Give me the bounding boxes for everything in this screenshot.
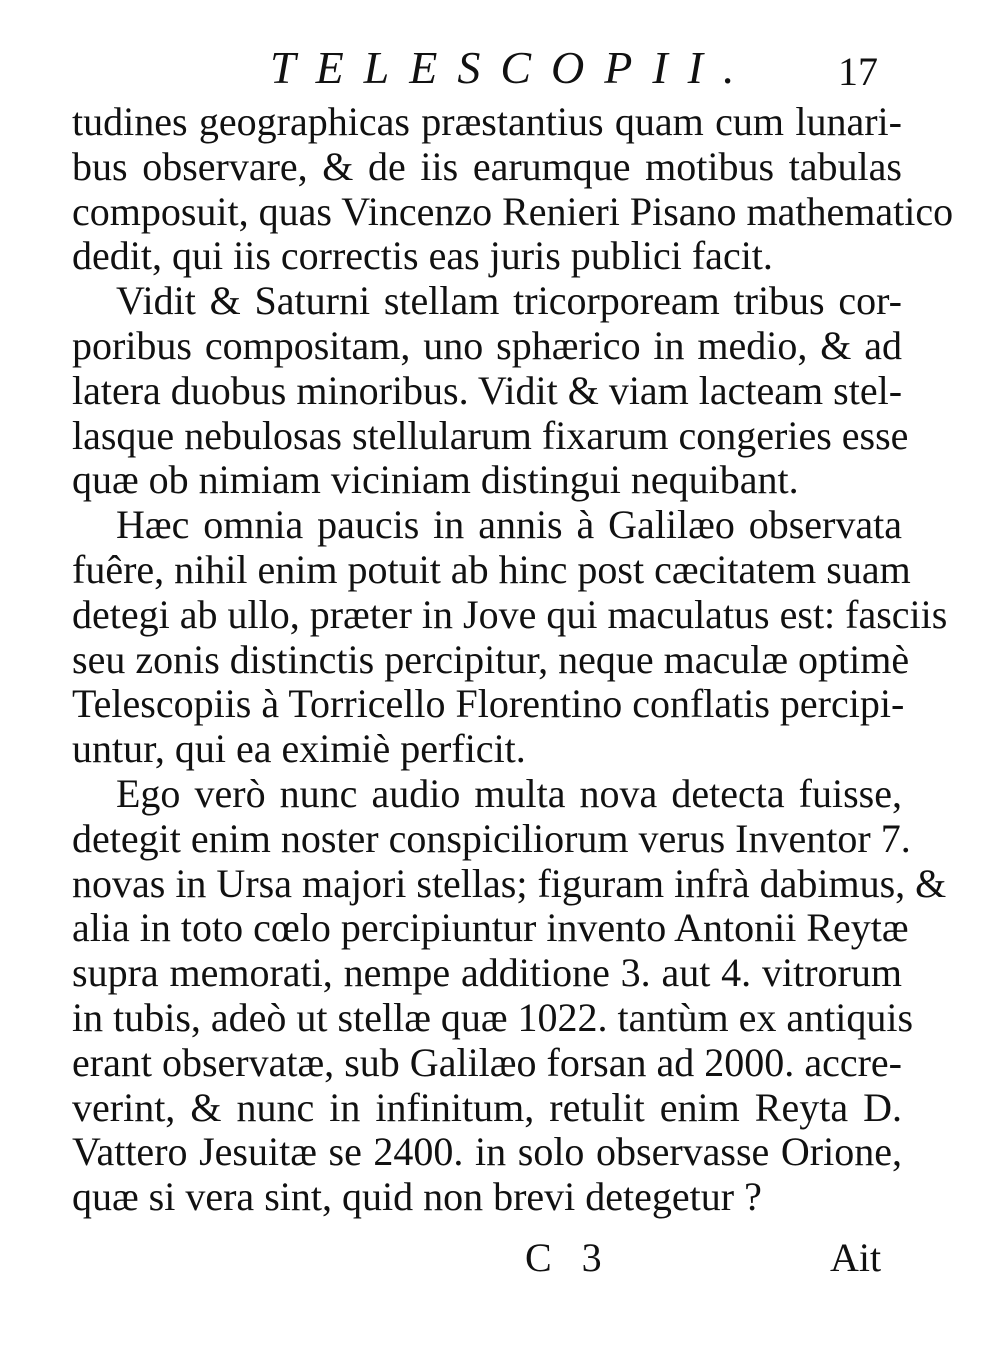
body-text [72, 99, 954, 1220]
text-line: in tubis, adeò ut stellæ quæ 1022. tantùm ex antiquis [72, 994, 914, 1040]
text-line: Ego verò nunc audio multa nova detecta fuisse, [116, 770, 902, 816]
text-line: quæ si vera sint, quid non brevi detegetur ? [72, 1174, 762, 1220]
text-line: seu zonis distinctis percipitur, neque maculæ optimè [72, 636, 910, 682]
page-header [0, 38, 1000, 98]
text-line: supra memorati, nempe additione 3. aut 4. vitrorum [72, 950, 902, 996]
text-line: alia in toto cœlo percipiuntur invento Antonii Reytæ [72, 905, 909, 951]
text-line: quæ ob nimiam viciniam distingui nequibant. [72, 457, 799, 503]
text-line: latera duobus minoribus. Vidit & viam lacteam stel- [72, 367, 903, 413]
text-line: detegit enim noster conspiciliorum verus Inventor 7. [72, 815, 911, 861]
text-line: dedit, qui iis correctis eas juris publici facit. [72, 233, 773, 279]
text-line: Vidit & Saturni stellam tricorpoream tribus cor- [116, 278, 902, 324]
text-line: bus observare, & de iis earumque motibus tabulas [72, 143, 902, 189]
text-line: composuit, quas Vincenzo Renieri Pisano mathematico [72, 188, 954, 234]
text-line: lasque nebulosas stellularum fixarum congeries esse [72, 412, 909, 458]
text-line: erant observatæ, sub Galilæo forsan ad 2000. accre- [72, 1039, 902, 1085]
text-line: detegi ab ullo, præter in Jove qui maculatus est: fasciis [72, 591, 948, 637]
text-line: Telescopiis à Torricello Florentino conflatis percipi- [72, 681, 905, 727]
text-line: poribus compositam, uno sphærico in medio, & ad [72, 322, 902, 368]
signature-mark: C 3 [525, 1235, 612, 1280]
text-line: novas in Ursa majori stellas; figuram infrà dabimus, & [72, 860, 947, 906]
text-line: verint, & nunc in infinitum, retulit enim Reyta D. [72, 1084, 902, 1130]
text-line: Vattero Jesuitæ se 2400. in solo observasse Orione, [72, 1129, 902, 1175]
text-line: Hæc omnia paucis in annis à Galilæo observata [116, 502, 902, 548]
text-line: untur, qui ea eximiè perficit. [72, 726, 526, 772]
page-number: 17 [838, 49, 878, 94]
page-footer [0, 1228, 1000, 1288]
text-line: fuêre, nihil enim potuit ab hinc post cæcitatem suam [72, 546, 911, 592]
catchword: Ait [830, 1235, 882, 1280]
text-line: tudines geographicas præstantius quam cum lunari- [72, 99, 902, 144]
running-title: TELESCOPII. [270, 42, 755, 93]
